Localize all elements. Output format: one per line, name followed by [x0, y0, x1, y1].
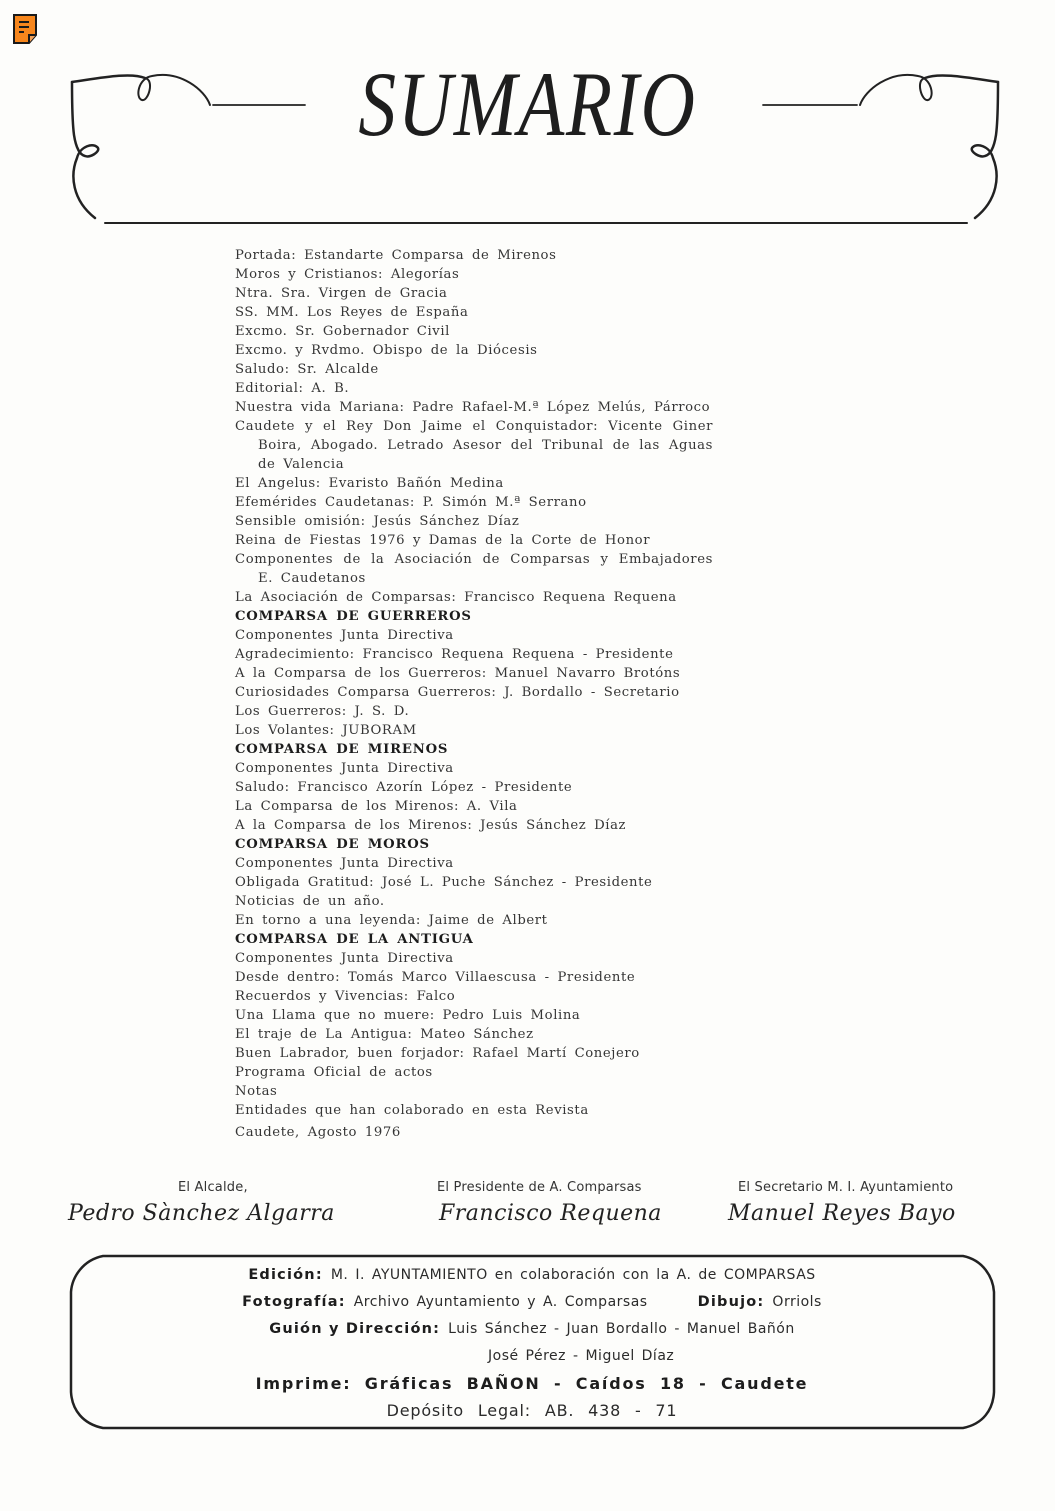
credit-imprime: Imprime: Gráficas BAÑON - Caídos 18 - Caudete — [255, 1374, 809, 1393]
credit-label: Guión y Dirección: — [269, 1321, 441, 1337]
toc-entry: El Angelus: Evaristo Bañón Medina — [235, 476, 504, 491]
dateline: Caudete, Agosto 1976 — [235, 1125, 401, 1140]
toc-section-heading: COMPARSA DE MIRENOS — [235, 742, 449, 757]
credit-value: José Pérez - Miguel Díaz — [488, 1348, 675, 1364]
signature-role: El Secretario M. I. Ayuntamiento — [738, 1180, 954, 1195]
toc-list — [235, 246, 713, 1120]
toc-entry: A la Comparsa de los Mirenos: Jesús Sánchez Díaz — [235, 818, 627, 833]
toc-entry: La Comparsa de los Mirenos: A. Vila — [235, 799, 518, 814]
toc-entry: Caudete y el Rey Don Jaime el Conquistador: Vicente Giner Boira, Abogado. Letrado Asesor del Tribunal de las Aguas de Valencia — [235, 419, 713, 472]
toc-entry: Una Llama que no muere: Pedro Luis Molina — [235, 1008, 581, 1023]
toc-entry: Excmo. y Rvdmo. Obispo de la Diócesis — [235, 343, 538, 358]
toc-entry: Componentes Junta Directiva — [235, 951, 454, 966]
toc-entry: Saludo: Francisco Azorín López - Presidente — [235, 780, 573, 795]
toc-entry: Noticias de un año. — [235, 894, 385, 909]
toc-entry: En torno a una leyenda: Jaime de Albert — [235, 913, 548, 928]
credit-fotografia — [68, 1289, 996, 1316]
toc-entry: Componentes Junta Directiva — [235, 856, 454, 871]
table-of-contents — [235, 246, 713, 1142]
toc-entry: La Asociación de Comparsas: Francisco Requena Requena — [235, 590, 677, 605]
credit-value: M. I. AYUNTAMIENTO en colaboración con la A. de COMPARSAS — [330, 1267, 816, 1283]
signature-name: Francisco Requena — [439, 1201, 662, 1226]
toc-entry: Buen Labrador, buen forjador: Rafael Martí Conejero — [235, 1046, 640, 1061]
credit-guion-cont — [68, 1343, 996, 1370]
toc-entry: Obligada Gratitud: José L. Puche Sánchez - Presidente — [235, 875, 653, 890]
toc-entry: Programa Oficial de actos — [235, 1065, 433, 1080]
signatures — [0, 1180, 1055, 1250]
signature-role: El Presidente de A. Comparsas — [437, 1180, 642, 1195]
toc-entry: Desde dentro: Tomás Marco Villaescusa - Presidente — [235, 970, 636, 985]
toc-entry: Moros y Cristianos: Alegorías — [235, 267, 460, 282]
toc-entry: El traje de La Antigua: Mateo Sánchez — [235, 1027, 534, 1042]
toc-entry: Editorial: A. B. — [235, 381, 350, 396]
credit-label: Dibujo: — [697, 1294, 765, 1310]
credit-value: Orriols — [772, 1294, 822, 1310]
signature-president — [437, 1180, 662, 1226]
toc-entry: Agradecimiento: Francisco Requena Requena - Presidente — [235, 647, 674, 662]
toc-section-heading: COMPARSA DE MOROS — [235, 837, 430, 852]
credits — [68, 1262, 996, 1424]
toc-entry: Ntra. Sra. Virgen de Gracia — [235, 286, 448, 301]
toc-entry: Los Guerreros: J. S. D. — [235, 704, 410, 719]
toc-entry: Los Volantes: JUBORAM — [235, 723, 417, 738]
toc-entry: Saludo: Sr. Alcalde — [235, 362, 379, 377]
credit-label: Fotografía: — [242, 1294, 346, 1310]
credit-guion — [68, 1316, 996, 1343]
toc-entry: Recuerdos y Vivencias: Falco — [235, 989, 456, 1004]
signature-name: Pedro Sànchez Algarra — [68, 1201, 335, 1226]
signature-name: Manuel Reyes Bayo — [728, 1201, 956, 1226]
credit-edicion — [68, 1262, 996, 1289]
credit-value: Luis Sánchez - Juan Bordallo - Manuel Bañón — [448, 1321, 795, 1337]
toc-entry: Componentes Junta Directiva — [235, 761, 454, 776]
toc-entry: Componentes de la Asociación de Comparsas y Embajadores E. Caudetanos — [235, 552, 713, 586]
toc-entry: Excmo. Sr. Gobernador Civil — [235, 324, 450, 339]
signature-mayor — [68, 1180, 335, 1226]
credit-deposito: Depósito Legal: AB. 438 - 71 — [386, 1401, 678, 1420]
credit-label: Edición: — [248, 1267, 323, 1283]
toc-entry: Portada: Estandarte Comparsa de Mirenos — [235, 248, 557, 263]
toc-entry: SS. MM. Los Reyes de España — [235, 305, 469, 320]
toc-entry: Reina de Fiestas 1976 y Damas de la Corte de Honor — [235, 533, 651, 548]
toc-entry: Efemérides Caudetanas: P. Simón M.ª Serrano — [235, 495, 587, 510]
toc-section-heading: COMPARSA DE LA ANTIGUA — [235, 932, 474, 947]
toc-entry: Entidades que han colaborado en esta Revista — [235, 1103, 589, 1118]
signature-role: El Alcalde, — [178, 1180, 248, 1195]
toc-entry: Componentes Junta Directiva — [235, 628, 454, 643]
credit-value: Archivo Ayuntamiento y A. Comparsas — [353, 1294, 648, 1310]
toc-entry: Sensible omisión: Jesús Sánchez Díaz — [235, 514, 520, 529]
toc-entry: A la Comparsa de los Guerreros: Manuel Navarro Brotóns — [235, 666, 681, 681]
document-note-icon[interactable] — [12, 13, 40, 45]
toc-entry: Nuestra vida Mariana: Padre Rafael-M.ª López Melús, Párroco — [235, 400, 711, 415]
toc-entry: Curiosidades Comparsa Guerreros: J. Bordallo - Secretario — [235, 685, 680, 700]
signature-secretary — [728, 1180, 956, 1226]
toc-section-heading: COMPARSA DE GUERREROS — [235, 609, 472, 624]
toc-entry: Notas — [235, 1084, 278, 1099]
page-title: SUMARIO — [358, 53, 697, 155]
